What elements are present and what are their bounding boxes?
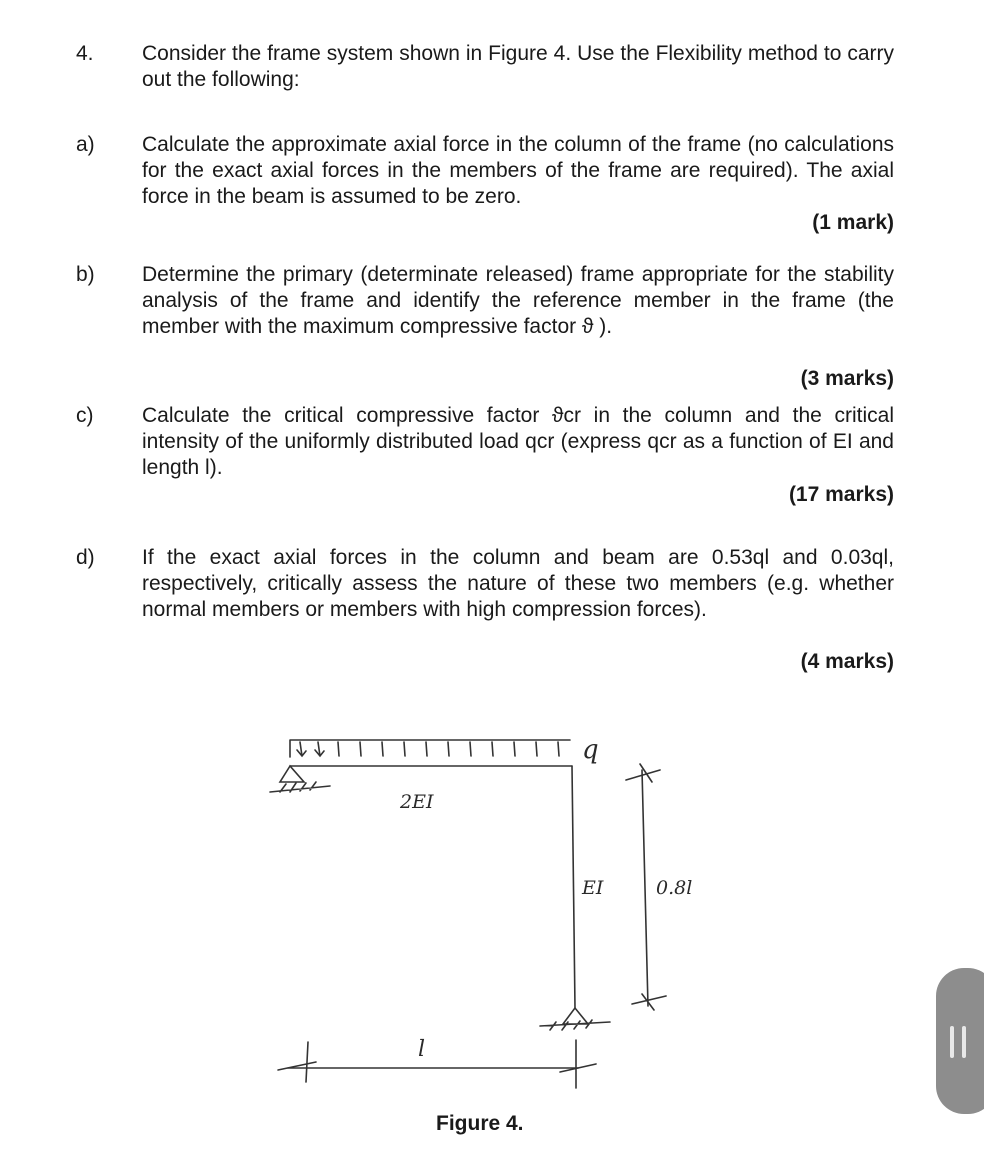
- column-stiffness-label: EI: [582, 877, 604, 899]
- part-a-text: Calculate the approximate axial force in the column of the frame (no calculations for the exact axial forces in the members of the frame are required). The axial force in the beam is assumed to be zero.: [142, 133, 894, 208]
- part-b-text: Determine the primary (determinate released) frame appropriate for the stability analysis of the frame and identify the reference member in the frame (the member with the maximum compressive factor ϑ ).: [142, 263, 894, 338]
- bottom-support-pin: [563, 1008, 588, 1024]
- scroll-handle[interactable]: [936, 968, 984, 1114]
- grip-line-right: [962, 1026, 966, 1058]
- part-a-label: a): [76, 133, 95, 156]
- part-c-text: Calculate the critical compressive factor ϑcr in the column and the critical intensity of the uniformly distributed load qcr (express qcr as a function of EI and length l).: [142, 404, 894, 479]
- load-label: q: [582, 735, 599, 765]
- part-b-label: b): [76, 263, 95, 286]
- grip-line-left: [950, 1026, 954, 1058]
- figure-caption: Figure 4.: [436, 1112, 524, 1135]
- height-label: 0.8l: [656, 877, 693, 899]
- question-number: 4.: [76, 42, 94, 65]
- part-d-label: d): [76, 546, 95, 569]
- left-support-pin: [280, 766, 304, 782]
- part-c-marks: (17 marks): [788, 483, 894, 506]
- column: [572, 766, 575, 1008]
- height-dimension: [642, 770, 648, 1006]
- part-a-marks: (1 mark): [812, 211, 894, 234]
- udl-arrows: [297, 742, 559, 756]
- question-intro: Consider the frame system shown in Figure 4. Use the Flexibility method to carry out the following:: [142, 42, 894, 91]
- part-d-marks: (4 marks): [800, 650, 894, 673]
- beam-stiffness-label: 2EI: [400, 791, 434, 813]
- part-c-label: c): [76, 404, 94, 427]
- part-b-marks: (3 marks): [800, 367, 894, 390]
- part-d-text: If the exact axial forces in the column and beam are 0.53ql and 0.03ql, respectively, critically assess the nature of these two members (e.g. whether normal members or members with high compression forces).: [142, 546, 894, 621]
- span-label: l: [418, 1037, 426, 1062]
